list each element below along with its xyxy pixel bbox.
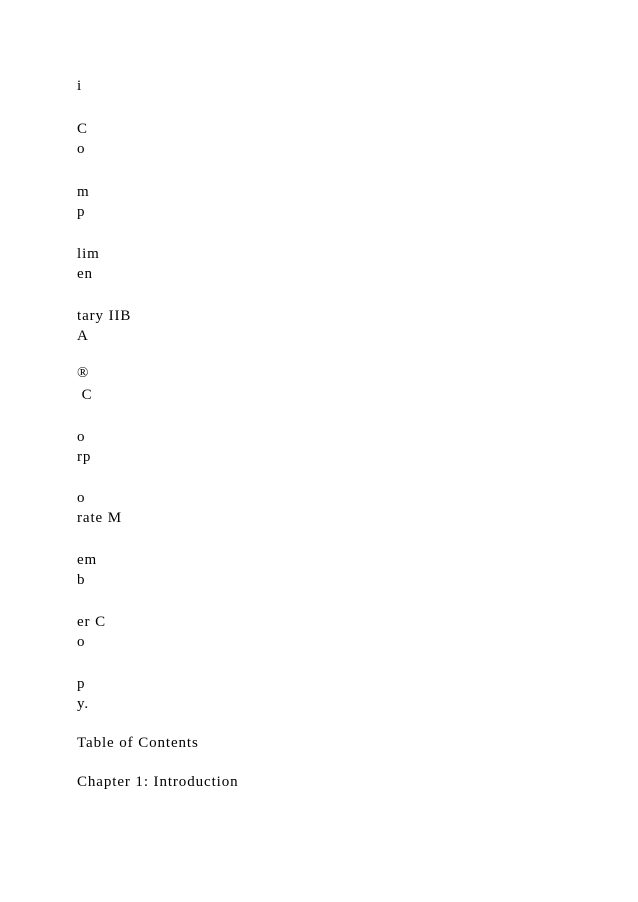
text-line: C: [77, 121, 88, 137]
text-line: em: [77, 552, 98, 568]
text-line: rate M: [77, 510, 122, 526]
text-line: o: [77, 141, 86, 157]
text-line: p: [77, 204, 86, 220]
text-line: m: [77, 184, 90, 200]
heading-table-of-contents: Table of Contents: [77, 735, 199, 751]
text-line: o: [77, 490, 86, 506]
text-line: rp: [77, 449, 92, 465]
text-line: o: [77, 429, 86, 445]
text-line: y.: [77, 696, 90, 712]
text-line: i: [77, 78, 83, 94]
text-line: er C: [77, 614, 107, 630]
toc-entry-chapter-1: Chapter 1: Introduction: [77, 774, 239, 790]
text-line: C: [77, 387, 93, 403]
text-line: tary IIB: [77, 308, 132, 324]
text-line: p: [77, 676, 86, 692]
text-line: A: [77, 328, 89, 344]
text-line: lim: [77, 246, 100, 262]
text-line: ®: [77, 365, 90, 381]
text-line: o: [77, 634, 86, 650]
text-line: en: [77, 266, 93, 282]
text-line: b: [77, 572, 86, 588]
